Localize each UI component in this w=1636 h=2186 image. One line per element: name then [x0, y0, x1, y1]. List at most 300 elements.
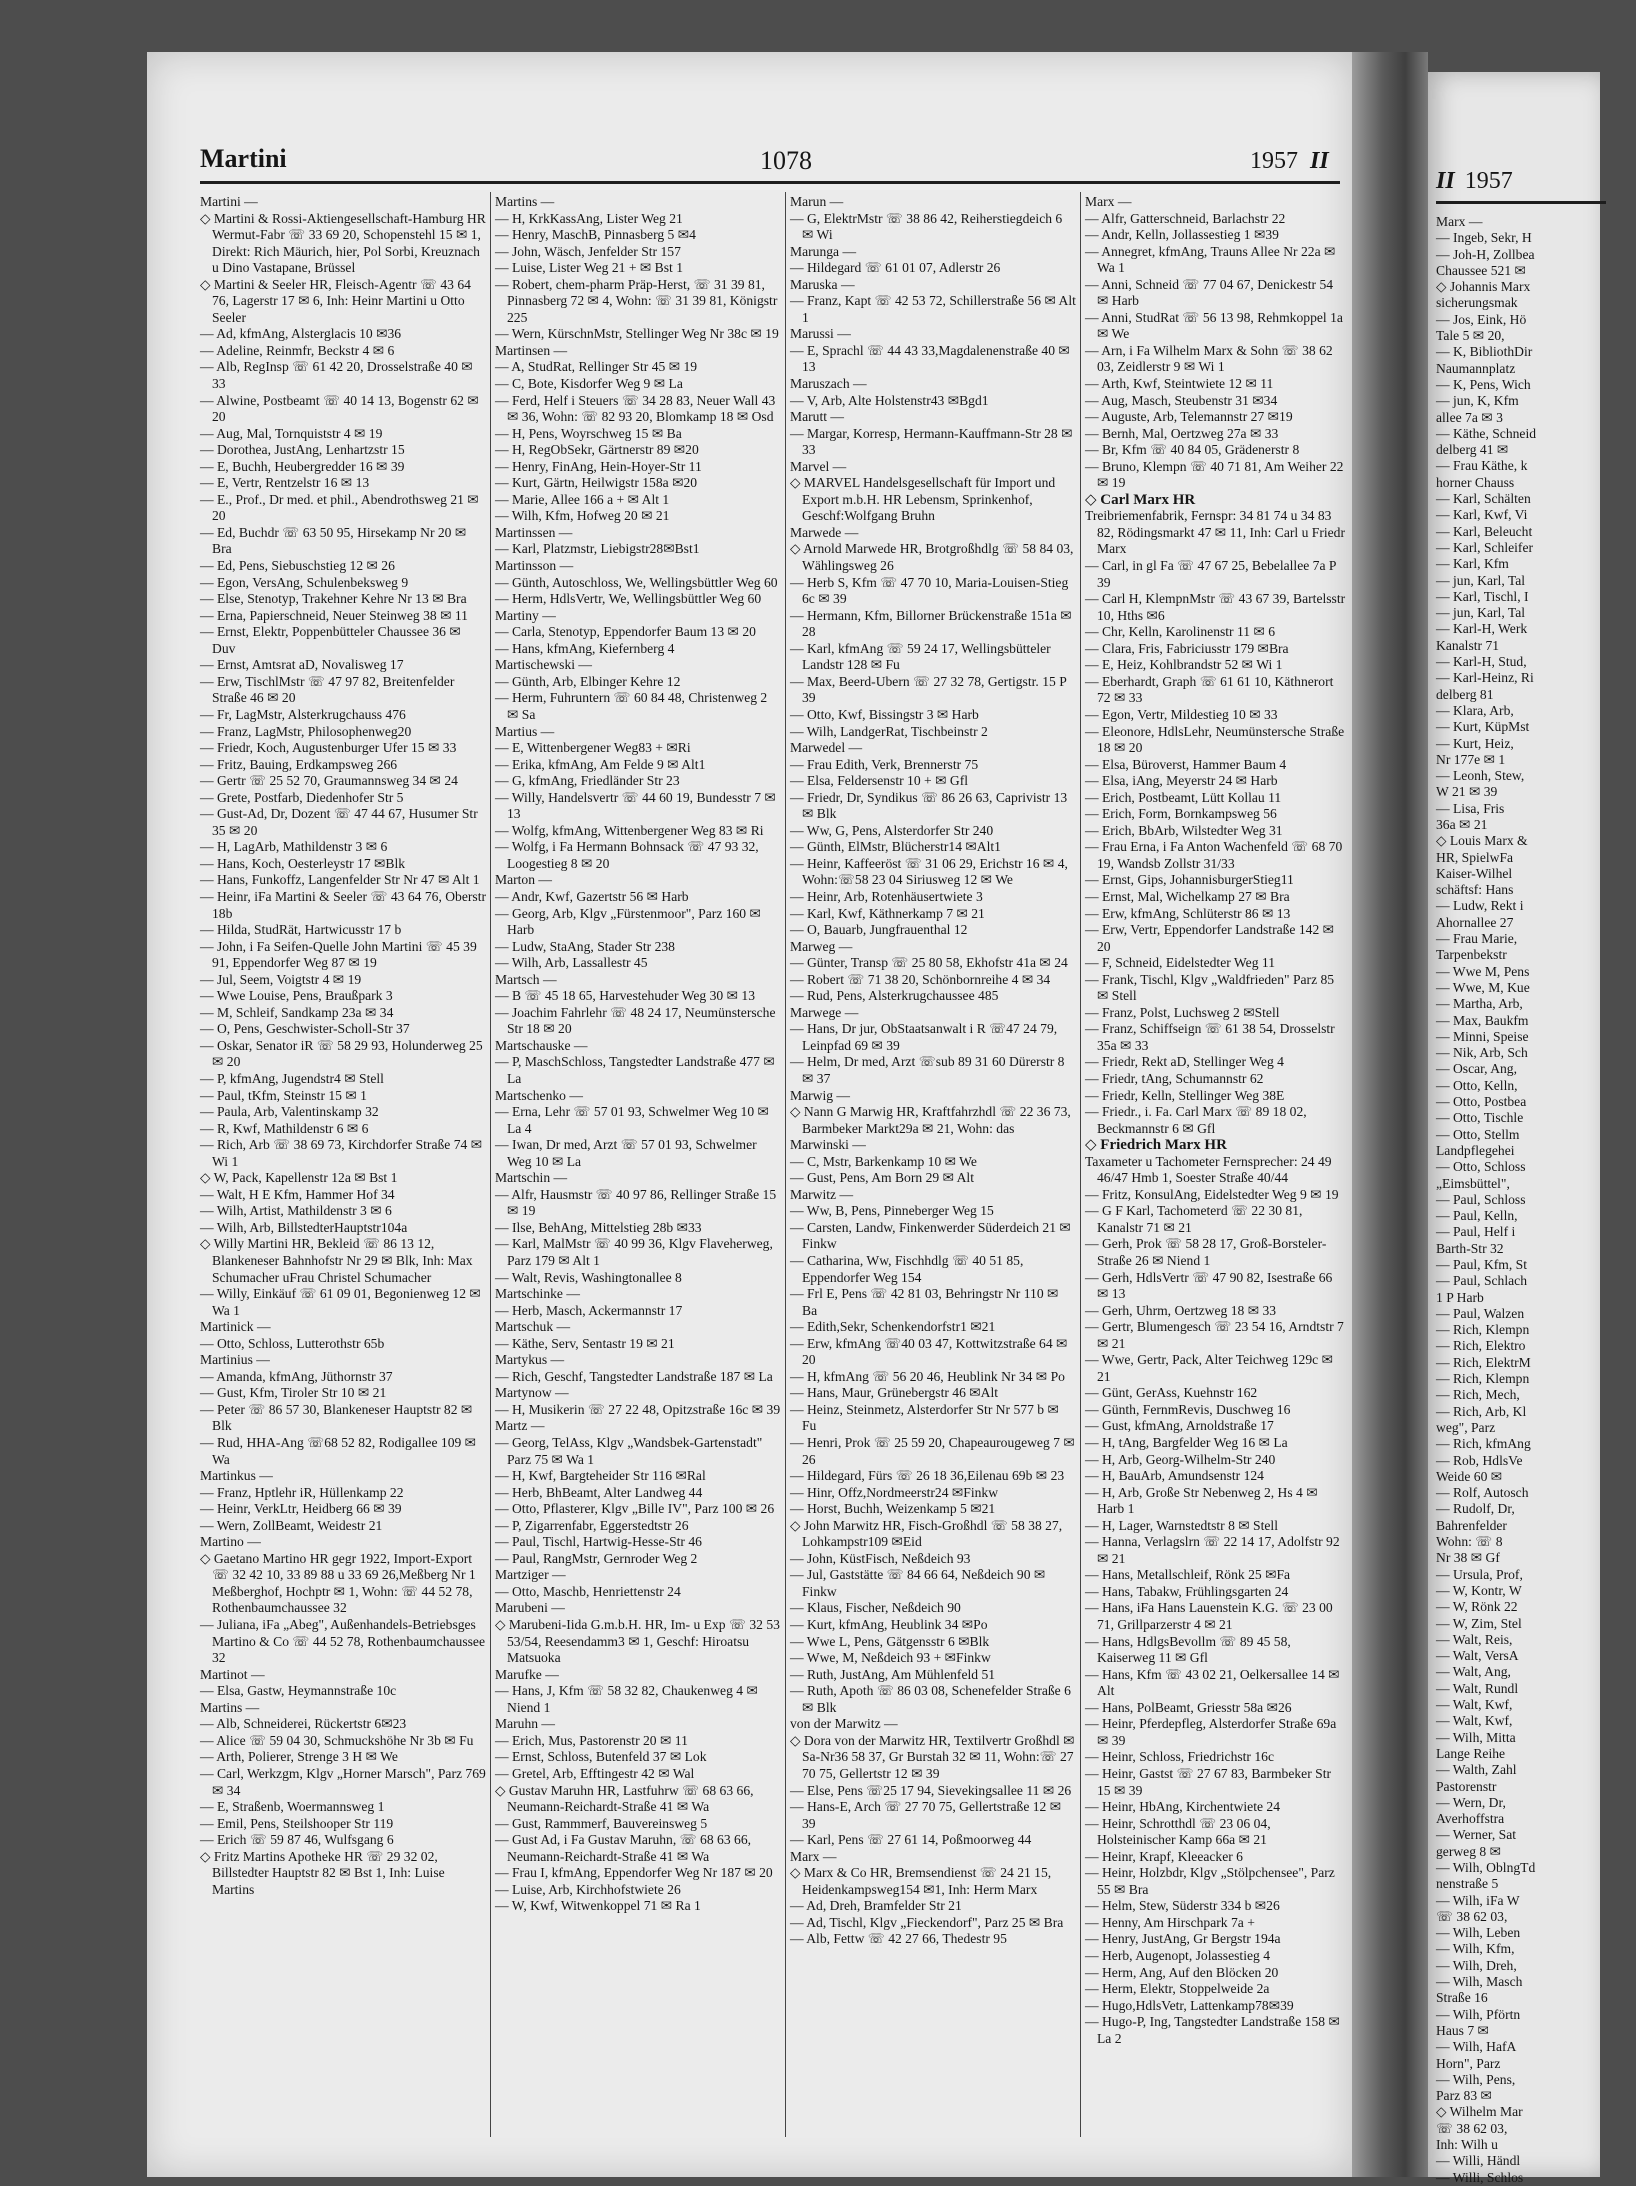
directory-entry: — Walt, Revis, Washingtonallee 8	[495, 1269, 682, 1285]
directory-entry: — Franz, LagMstr, Philosophenweg20	[200, 723, 412, 739]
facing-entry-line: — Frau Käthe, k	[1436, 458, 1528, 474]
directory-entry: — Ruth, JustAng, Am Mühlenfeld 51	[790, 1666, 996, 1682]
surname-heading: Marun —	[790, 194, 844, 209]
directory-entry: ◇ John Marwitz HR, Fisch-Großhdl ☏ 58 38 27, Lohkampstr109 ✉Eid	[790, 1517, 1063, 1550]
directory-entry: — H, BauArb, Amundsenstr 124	[1085, 1468, 1264, 1484]
directory-entry: — Otto, Maschb, Henriettenstr 24	[495, 1583, 681, 1599]
facing-entry-line: sicherungsmak	[1436, 295, 1518, 311]
surname-heading: Martziger —	[495, 1567, 566, 1583]
directory-entry: — Andr, Kwf, Gazertstr 56 ✉ Harb	[495, 888, 689, 904]
surname-heading: Martinssen —	[495, 524, 573, 540]
directory-entry: — Ad, kfmAng, Alsterglacis 10 ✉36	[200, 326, 402, 342]
directory-entry: — Max, Beerd-Ubern ☏ 27 32 78, Gertigstr. 15 P 39	[790, 673, 1067, 706]
directory-entry: — Heinz, Steinmetz, Alsterdorfer Str Nr 577 b ✉ Fu	[790, 1401, 1059, 1434]
directory-entry: — E, Vertr, Rentzelstr 16 ✉ 13	[200, 475, 370, 491]
directory-entry: — Aug, Masch, Steubenstr 31 ✉34	[1085, 392, 1278, 408]
facing-entry-line: „Eimsbüttel",	[1436, 1175, 1510, 1191]
directory-entry: — Gertr, Blumengesch ☏ 23 54 16, Arndtstr 7 ✉ 21	[1085, 1319, 1344, 1351]
volume: II	[1310, 148, 1329, 174]
directory-entry: — Hans, Metallschleif, Rönk 25 ✉Fa	[1085, 1567, 1291, 1583]
directory-entry: Taxameter u Tachometer Fernsprecher: 24 49 46/47 Hmb 1, Soester Straße 40/44	[1085, 1153, 1332, 1186]
directory-entry: — Hans, J, Kfm ☏ 58 32 82, Chaukenweg 4 ✉ Niend 1	[495, 1683, 758, 1715]
directory-entry: — Andr, Kelln, Jollassestieg 1 ✉39	[1085, 227, 1279, 243]
directory-entry: — Anni, StudRat ☏ 56 13 98, Rehmkoppel 1a ✉ We	[1085, 309, 1343, 342]
directory-entry: — Herm, Elektr, Stoppelweide 2a	[1085, 1981, 1270, 1997]
facing-entry-line: — Paul, Helf i	[1436, 1224, 1516, 1240]
directory-entry: — Wolfg, i Fa Hermann Bohnsack ☏ 47 93 32, Loogestieg 8 ✉ 20	[495, 839, 759, 871]
facing-entry-line: — Wilh, OblngTd	[1436, 1859, 1536, 1875]
facing-entry-line: — Lisa, Fris	[1436, 800, 1505, 816]
directory-entry: — Hanna, Verlagslrn ☏ 22 14 17, Adolfstr 92 ✉ 21	[1085, 1534, 1340, 1566]
directory-entry: — Jul, Gaststätte ☏ 84 66 64, Neßdeich 90 ✉ Finkw	[790, 1567, 1046, 1599]
directory-entry: — Franz, Polst, Luchsweg 2 ✉Stell	[1085, 1004, 1280, 1020]
directory-entry: — Wwe, M, Neßdeich 93 + ✉Finkw	[790, 1650, 991, 1666]
facing-entry-line: — W, Rönk 22	[1436, 1599, 1518, 1615]
surname-heading: Martschin —	[495, 1170, 568, 1186]
directory-entry: — Franz, Schiffseign ☏ 61 38 54, Drosselstr 35a ✉ 33	[1085, 1021, 1335, 1053]
facing-entry-line: ☏ 38 62 03,	[1436, 1908, 1508, 1924]
directory-entry: — Gust, Kfm, Tiroler Str 10 ✉ 21	[200, 1385, 387, 1401]
facing-entry-line: — Walth, Zahl	[1436, 1762, 1517, 1778]
directory-entry: — Wwe Louise, Pens, Braußpark 3	[200, 988, 393, 1004]
directory-entry: ◇ Friedrich Marx HR	[1085, 1137, 1227, 1154]
facing-entry-line: ☏ 38 62 03,	[1436, 2120, 1508, 2136]
directory-entry: — Herb, Masch, Ackermannstr 17	[495, 1302, 683, 1318]
facing-entry-line: — Wilh, Dreh,	[1436, 1957, 1517, 1973]
directory-entry: — Juliana, iFa „Abeg", Außenhandels-Betriebsges Martino & Co ☏ 44 52 78, Rothenbaumchaussee 32	[200, 1617, 485, 1666]
directory-entry: — Dorothea, JustAng, Lenhartzstr 15	[200, 442, 405, 458]
directory-entry: — Friedr, Koch, Augustenburger Ufer 15 ✉ 33	[200, 740, 457, 756]
directory-entry: — P, Zigarrenfabr, Eggerstedtstr 26	[495, 1517, 689, 1533]
directory-entry: — Heinr, Krapf, Kleeacker 6	[1085, 1848, 1243, 1864]
facing-entry-line: — Paul, Walzen	[1436, 1305, 1525, 1321]
directory-entry: — Willy, Einkäuf ☏ 61 09 01, Begonienweg 12 ✉ Wa 1	[200, 1286, 481, 1318]
facing-entry-line: Nr 38 ✉ Gf	[1436, 1550, 1500, 1566]
directory-entry: — Jul, Seem, Voigtstr 4 ✉ 19	[200, 971, 362, 987]
directory-entry: — Chr, Kelln, Karolinenstr 11 ✉ 6	[1085, 624, 1276, 640]
directory-entry: — Erika, kfmAng, Am Felde 9 ✉ Alt1	[495, 756, 706, 772]
facing-entry-line: — Martha, Arb,	[1436, 996, 1523, 1012]
facing-entry-line: Straße 16	[1436, 1990, 1488, 2006]
directory-entry: — Egon, Vertr, Mildestieg 10 ✉ 33	[1085, 706, 1278, 722]
facing-entry-line: nenstraße 5	[1436, 1876, 1499, 1892]
surname-heading: Maruska —	[790, 276, 855, 292]
directory-entry: — G, ElektrMstr ☏ 38 86 42, Reiherstiegdeich 6 ✉ Wi	[790, 210, 1063, 243]
directory-entry: — Alwine, Postbeamt ☏ 40 14 13, Bogenstr 62 ✉ 20	[200, 392, 479, 425]
surname-heading: Marwege —	[790, 1004, 859, 1020]
directory-entry: — Carl, Werkzgm, Klgv „Horner Marsch", Parz 769 ✉ 34	[200, 1765, 486, 1798]
facing-entry-line: Parz 83 ✉	[1436, 2088, 1492, 2104]
column-rule	[785, 192, 786, 2137]
directory-entry: — Wilh, Arb, Lassallestr 45	[495, 955, 648, 971]
directory-entry: — Elsa, Büroverst, Hammer Baum 4	[1085, 756, 1287, 772]
directory-entry: — R, Kwf, Mathildenstr 6 ✉ 6	[200, 1120, 369, 1136]
directory-entry: — Wilh, Artist, Mathildenstr 3 ✉ 6	[200, 1203, 392, 1219]
surname-heading: Marufke —	[495, 1666, 559, 1682]
directory-entry: — Bruno, Klempn ☏ 40 71 81, Am Weiher 22 ✉ 19	[1085, 458, 1344, 491]
facing-entry-line: — Wilh, iFa W	[1436, 1892, 1520, 1908]
facing-entry-line: — Karl-H, Stud,	[1436, 654, 1527, 670]
column-3	[790, 194, 1076, 2134]
surname-heading: Martsch —	[495, 971, 557, 987]
surname-heading: Martinot —	[200, 1666, 265, 1682]
facing-entry-line: Landpflegehei	[1436, 1142, 1515, 1158]
directory-entry: — Anni, Schneid ☏ 77 04 67, Denickestr 54 ✉ Harb	[1085, 276, 1334, 309]
surname-heading: Marwig —	[790, 1087, 851, 1103]
facing-entry-line: — Minni, Speise	[1436, 1028, 1529, 1044]
directory-entry: — Herb S, Kfm ☏ 47 70 10, Maria-Louisen-Stieg 6c ✉ 39	[790, 574, 1069, 607]
directory-entry: — Paul, RangMstr, Gernroder Weg 2	[495, 1550, 698, 1566]
directory-entry: — Henry, JustAng, Gr Bergstr 194a	[1085, 1931, 1281, 1947]
surname-heading: Martynow —	[495, 1385, 569, 1401]
directory-entry: — Walt, H E Kfm, Hammer Hof 34	[200, 1186, 395, 1202]
directory-entry: — Herm, Ang, Auf den Blöcken 20	[1085, 1964, 1279, 1980]
surname-heading: Martinsson —	[495, 558, 574, 574]
directory-entry: — Ilse, BehAng, Mittelstieg 28b ✉33	[495, 1219, 702, 1235]
directory-entry: — Erw, kfmAng ☏40 03 47, Kottwitzstraße 64 ✉ 20	[790, 1335, 1068, 1368]
directory-entry: — Alfr, Gatterschneid, Barlachstr 22	[1085, 210, 1286, 226]
facing-entry-line: — K, Pens, Wich	[1436, 376, 1531, 392]
facing-entry-line: — Wilh, Pens,	[1436, 2071, 1516, 2087]
directory-entry: — Henry, MaschB, Pinnasberg 5 ✉4	[495, 227, 696, 243]
facing-entry-line: schäftsf: Hans	[1436, 882, 1514, 898]
directory-entry: — Günth, FernmRevis, Duschweg 16	[1085, 1401, 1291, 1417]
facing-entry-line: — Rich, Klempn	[1436, 1322, 1530, 1338]
directory-entry: — Luise, Arb, Kirchhofstwiete 26	[495, 1881, 681, 1897]
directory-entry: — Emil, Pens, Steilshooper Str 119	[200, 1815, 394, 1831]
directory-entry: — Günth, ElMstr, Blücherstr14 ✉Alt1	[790, 839, 1001, 855]
facing-entry-line: — Nik, Arb, Sch	[1436, 1045, 1528, 1061]
directory-entry: ◇ Marubeni-Iida G.m.b.H. HR, Im- u Exp ☏ 32 53 53/54, Reesendamm3 ✉ 1, Geschf: Hiroatsu Matsuoka	[495, 1617, 780, 1666]
directory-entry: — Ww, B, Pens, Pinneberger Weg 15	[790, 1203, 994, 1219]
facing-entry-line: — Kurt, Heiz,	[1436, 735, 1514, 751]
directory-entry: — Carl, in gl Fa ☏ 47 67 25, Bebelallee 7a P 39	[1085, 558, 1336, 590]
directory-entry: — Heinr, Kaffeeröst ☏ 31 06 29, Erichstr 16 ✉ 4, Wohn:☏58 23 04 Siriusweg 12 ✉ We	[790, 855, 1068, 888]
directory-entry: — Georg, Arb, Klgv „Fürstenmoor", Parz 160 ✉ Harb	[495, 905, 761, 938]
surname-heading: Martischewski —	[495, 657, 593, 673]
directory-entry: — M, Schleif, Sandkamp 23a ✉ 34	[200, 1004, 394, 1020]
facing-entry-line: — Karl, Schälten	[1436, 491, 1531, 507]
facing-entry-line: Weide 60 ✉	[1436, 1468, 1503, 1484]
surname-heading: Martins —	[495, 194, 555, 209]
page-number: 1078	[760, 146, 812, 175]
directory-entry: — Willy, Handelsvertr ☏ 44 60 19, Bundesstr 7 ✉ 13	[495, 789, 776, 822]
facing-entry-line: — Walt, Kwf,	[1436, 1713, 1513, 1729]
facing-entry-line: — Jos, Eink, Hö	[1436, 311, 1527, 327]
facing-entry-line: — Otto, Schloss	[1436, 1159, 1526, 1175]
facing-entry-line: Barth-Str 32	[1436, 1240, 1504, 1256]
directory-entry: — Hans, Maur, Grünebergstr 46 ✉Alt	[790, 1385, 999, 1401]
directory-entry: — Kurt, kfmAng, Heublink 34 ✉Po	[790, 1617, 988, 1633]
directory-entry: — H, kfmAng ☏ 56 20 46, Heublink Nr 34 ✉ Po	[790, 1368, 1065, 1384]
directory-entry: — Fritz, KonsulAng, Eidelstedter Weg 9 ✉ 19	[1085, 1186, 1339, 1202]
directory-entry: — Carsten, Landw, Finkenwerder Süderdeich 21 ✉Finkw	[790, 1219, 1071, 1252]
directory-entry: ◇ Willy Martini HR, Bekleid ☏ 86 13 12, Blankeneser Bahnhofstr Nr 29 ✉ Blk, Inh: Max Schumacher uFrau Christel Schumacher	[200, 1236, 473, 1285]
directory-entry: — Hans, Kfm ☏ 43 02 21, Oelkersallee 14 ✉ Alt	[1085, 1666, 1340, 1699]
directory-entry: — Eberhardt, Graph ☏ 61 61 10, Käthnerort 72 ✉ 33	[1085, 673, 1334, 706]
directory-entry: — Frau I, kfmAng, Eppendorfer Weg Nr 187 ✉ 20	[495, 1865, 773, 1881]
directory-entry: — Ludw, StaAng, Stader Str 238	[495, 938, 675, 954]
facing-entry-line: — K, BibliothDir	[1436, 344, 1533, 360]
facing-entry-line: — Frau Marie,	[1436, 931, 1518, 947]
directory-entry: — E, Heiz, Kohlbrandstr 52 ✉ Wi 1	[1085, 657, 1283, 673]
directory-entry: — Friedr, Dr, Syndikus ☏ 86 26 63, Caprivistr 13 ✉ Blk	[790, 789, 1068, 822]
directory-entry: ◇ Fritz Martins Apotheke HR ☏ 29 32 02, Billstedter Hauptstr 82 ✉ Bst 1, Inh: Luise Martins	[200, 1848, 445, 1897]
surname-heading: Marweg —	[790, 938, 853, 954]
surname-heading: Marunga —	[790, 243, 857, 259]
directory-entry: — Helm, Stew, Süderstr 334 b ✉26	[1085, 1898, 1280, 1914]
directory-entry: — Gertr ☏ 25 52 70, Graumannsweg 34 ✉ 24	[200, 773, 458, 789]
directory-entry: — E, Straßenb, Woermannsweg 1	[200, 1799, 385, 1815]
directory-entry: — Frau Edith, Verk, Brennerstr 75	[790, 756, 979, 772]
facing-entry-line: — Wern, Dr,	[1436, 1794, 1506, 1810]
facing-entry-line: — Wilh, Mitta	[1436, 1729, 1516, 1745]
directory-entry: — Erich ☏ 59 87 46, Wulfsgang 6	[200, 1832, 394, 1848]
directory-entry: — H, Arb, Große Str Nebenweg 2, Hs 4 ✉ Harb 1	[1085, 1484, 1318, 1517]
facing-entry-line: — Rudolf, Dr,	[1436, 1501, 1515, 1517]
directory-entry: — Hans-E, Arch ☏ 27 70 75, Gellertstraße 12 ✉ 39	[790, 1799, 1062, 1831]
directory-entry: — Heinr, Schloss, Friedrichstr 16c	[1085, 1749, 1274, 1765]
directory-entry: — Annegret, kfmAng, Trauns Allee Nr 22a ✉ Wa 1	[1085, 243, 1336, 276]
directory-entry: — Carl H, KlempnMstr ☏ 43 67 39, Bartelsstr 10, Hths ✉6	[1085, 591, 1346, 623]
directory-entry: — Wilh, LandgerRat, Tischbeinstr 2	[790, 723, 988, 739]
facing-entry-line: — W, Kontr, W	[1436, 1582, 1522, 1598]
directory-entry: — Erna, Lehr ☏ 57 01 93, Schwelmer Weg 10 ✉ La 4	[495, 1104, 769, 1136]
directory-entry: — Herb, Augenopt, Jolassestieg 4	[1085, 1947, 1271, 1963]
directory-entry: — Friedr, tAng, Schumannstr 62	[1085, 1070, 1264, 1086]
directory-entry: — Wwe L, Pens, Gätgensstr 6 ✉Blk	[790, 1633, 990, 1649]
directory-entry: — Erw, Vertr, Eppendorfer Landstraße 142 ✉ 20	[1085, 922, 1335, 954]
directory-entry: — Alb, Schneiderei, Rückertstr 6✉23	[200, 1716, 407, 1732]
directory-entry: — Ernst, Elektr, Poppenbütteler Chaussee 36 ✉ Duv	[200, 624, 461, 656]
running-head-surname: Martini	[200, 144, 287, 173]
facing-entry-line: Marx —	[1436, 214, 1483, 229]
directory-entry: — Rud, HHA-Ang ☏68 52 82, Rodigallee 109 ✉ Wa	[200, 1435, 477, 1467]
directory-entry: — Gerh, HdlsVertr ☏ 47 90 82, Isestraße 66 ✉ 13	[1085, 1269, 1333, 1302]
directory-entry: — Peter ☏ 86 57 30, Blankeneser Hauptstr 82 ✉ Blk	[200, 1401, 473, 1434]
directory-entry: — E, Buchh, Heubergredder 16 ✉ 39	[200, 458, 405, 474]
directory-entry: ◇ W, Pack, Kapellenstr 12a ✉ Bst 1	[200, 1170, 398, 1186]
facing-entry-line: — Ursula, Prof,	[1436, 1566, 1523, 1582]
facing-entry-line: — Werner, Sat	[1436, 1827, 1517, 1843]
directory-entry: — H, Kwf, Bargteheider Str 116 ✉Ral	[495, 1468, 706, 1484]
directory-entry: — Hans, iFa Hans Lauenstein K.G. ☏ 23 00 71, Grillparzerstr 4 ✉ 21	[1085, 1600, 1333, 1633]
directory-entry: — O, Bauarb, Jungfrauenthal 12	[790, 922, 968, 938]
facing-entry-line: — Rolf, Autosch	[1436, 1485, 1529, 1501]
directory-entry: — Herm, HdlsVertr, We, Wellingsbüttler Weg 60	[495, 591, 762, 607]
surname-heading: Martz —	[495, 1418, 545, 1434]
facing-entry-line: — W, Zim, Stel	[1436, 1615, 1522, 1631]
directory-entry: — Ad, Tischl, Klgv „Fieckendorf", Parz 25 ✉ Bra	[790, 1914, 1064, 1930]
facing-entry-line: — Rob, HdlsVe	[1436, 1452, 1523, 1468]
facing-entry-line: — Karl-H, Werk	[1436, 621, 1528, 637]
directory-entry: — Auguste, Arb, Telemannstr 27 ✉19	[1085, 409, 1293, 425]
facing-entry-line: weg", Parz	[1436, 1419, 1496, 1435]
directory-entry: — H, RegObSekr, Gärtnerstr 89 ✉20	[495, 442, 699, 458]
facing-entry-line: Averhoffstra	[1436, 1811, 1505, 1827]
directory-entry: — Ed, Buchdr ☏ 63 50 95, Hirsekamp Nr 20 ✉ Bra	[200, 524, 467, 557]
column-1	[200, 194, 486, 2134]
directory-entry: — Wwe, Gertr, Pack, Alter Teichweg 129c ✉ 21	[1085, 1352, 1333, 1384]
facing-page-header	[1436, 168, 1513, 195]
directory-entry: — Heinr, HbAng, Kirchentwiete 24	[1085, 1799, 1281, 1815]
facing-entry-line: — Rich, ElektrM	[1436, 1354, 1531, 1370]
facing-entry-line: — Rich, kfmAng	[1436, 1436, 1531, 1452]
facing-entry-line: — Walt, Rundl	[1436, 1680, 1519, 1696]
directory-entry: — Fr, LagMstr, Alsterkrugchauss 476	[200, 706, 406, 722]
directory-entry: — Frank, Tischl, Klgv „Waldfrieden" Parz 85 ✉ Stell	[1085, 971, 1335, 1004]
facing-entry-line: — jun, Karl, Tal	[1436, 605, 1526, 621]
directory-entry: — Heinr, VerkLtr, Heidberg 66 ✉ 39	[200, 1501, 402, 1517]
facing-volume: II	[1436, 168, 1455, 194]
directory-entry: — Henri, Prok ☏ 25 59 20, Chapeaurougeweg 7 ✉ 26	[790, 1435, 1075, 1467]
directory-entry: ◇ MARVEL Handelsgesellschaft für Import und Export m.b.H. HR Lebensm, Sprinkenhof, Geschf:Wolfgang Bruhn	[790, 475, 1056, 524]
directory-entry: Martini —	[200, 194, 258, 209]
directory-entry: — Paula, Arb, Valentinskamp 32	[200, 1104, 379, 1120]
directory-entry: — Klaus, Fischer, Neßdeich 90	[790, 1600, 961, 1616]
directory-entry: — Wilh, Arb, BillstedterHauptstr104a	[200, 1219, 408, 1235]
directory-entry: — Eleonore, HdlsLehr, Neumünstersche Straße 18 ✉ 20	[1085, 723, 1345, 756]
directory-entry: — C, Bote, Kisdorfer Weg 9 ✉ La	[495, 376, 683, 392]
surname-heading: von der Marwitz —	[790, 1716, 898, 1732]
directory-entry: — Alb, Fettw ☏ 42 27 66, Thedestr 95	[790, 1931, 1007, 1947]
facing-entry-line: — Paul, Kelln,	[1436, 1208, 1518, 1224]
directory-entry: — Gerh, Uhrm, Oertzweg 18 ✉ 33	[1085, 1302, 1277, 1318]
facing-entry-line: delberg 81	[1436, 686, 1494, 702]
directory-entry: — Ernst, Amtsrat aD, Novalisweg 17	[200, 657, 404, 673]
directory-entry: — Frau Erna, i Fa Anton Wachenfeld ☏ 68 70 19, Wandsb Zollstr 31/33	[1085, 839, 1343, 871]
directory-entry: — Heinr, Gastst ☏ 27 67 83, Barmbeker Str 15 ✉ 39	[1085, 1765, 1332, 1798]
directory-entry: — Oskar, Senator iR ☏ 58 29 93, Holunderweg 25 ✉ 20	[200, 1037, 483, 1070]
column-rule	[1080, 192, 1081, 2137]
directory-entry: — Heinr, Pferdepfleg, Alsterdorfer Straße 69a ✉ 39	[1085, 1716, 1337, 1748]
facing-entry-line: — Ludw, Rekt i	[1436, 898, 1524, 914]
facing-entry-line: 36a ✉ 21	[1436, 816, 1488, 832]
directory-entry: — Ww, G, Pens, Alsterdorfer Str 240	[790, 822, 994, 838]
directory-entry: ◇ Gustav Maruhn HR, Lastfuhrw ☏ 68 63 66, Neumann-Reichardt-Straße 41 ✉ Wa	[495, 1782, 754, 1815]
directory-entry: — B ☏ 45 18 65, Harvestehuder Weg 30 ✉ 13	[495, 988, 755, 1004]
facing-entry-line: Nr 177e ✉ 1	[1436, 751, 1506, 767]
directory-entry: — Arth, Polierer, Strenge 3 H ✉ We	[200, 1749, 398, 1765]
directory-entry: — Otto, Kwf, Bissingstr 3 ✉ Harb	[790, 706, 979, 722]
directory-entry: — Karl, Kwf, Käthnerkamp 7 ✉ 21	[790, 905, 985, 921]
directory-entry: — Clara, Fris, Fabriciusstr 179 ✉Bra	[1085, 640, 1289, 656]
surname-heading: Marwitz —	[790, 1186, 854, 1202]
directory-entry: — Gust, Rammmerf, Bauvereinsweg 5	[495, 1815, 708, 1831]
directory-entry: — V, Arb, Alte Holstenstr43 ✉Bgd1	[790, 392, 989, 408]
facing-entry-line: 1 P Harb	[1436, 1289, 1484, 1305]
directory-entry: — Hans, HdlgsBevollm ☏ 89 45 58, Kaiserweg 11 ✉ Gfl	[1085, 1633, 1291, 1666]
column-4	[1085, 194, 1347, 2134]
facing-entry-line: — Wilh, HafA	[1436, 2039, 1517, 2055]
column-2	[495, 194, 781, 2134]
facing-entry-line: Lange Reihe	[1436, 1745, 1506, 1761]
directory-entry: — Heinr, Holzbdr, Klgv „Stölpchensee", Parz 55 ✉ Bra	[1085, 1865, 1335, 1897]
directory-entry: — Franz, Kapt ☏ 42 53 72, Schillerstraße 56 ✉ Alt 1	[790, 293, 1076, 325]
facing-entry-line: — Paul, Kfm, St	[1436, 1257, 1528, 1272]
directory-entry: — Ernst, Mal, Wichelkamp 27 ✉ Bra	[1085, 888, 1290, 904]
directory-entry: — Wern, ZollBeamt, Weidestr 21	[200, 1517, 383, 1533]
surname-heading: Martinick —	[200, 1319, 271, 1335]
directory-entry: — Edith,Sekr, Schenkendorfstr1 ✉21	[790, 1319, 996, 1335]
facing-entry-line: — Willi, Schlos	[1436, 2169, 1524, 2185]
directory-entry: — Hugo,HdlsVetr, Lattenkamp78✉39	[1085, 1997, 1294, 2013]
facing-entry-line: — Rich, Elektro	[1436, 1338, 1526, 1354]
surname-heading: Marvel —	[790, 458, 847, 474]
directory-entry: — E, Sprachl ☏ 44 43 33,Magdalenenstraße 40 ✉ 13	[790, 342, 1070, 375]
facing-entry-line: ◇ Johannis Marx	[1436, 279, 1531, 295]
directory-entry: — Wilh, Kfm, Hofweg 20 ✉ 21	[495, 508, 670, 524]
directory-entry: — Fritz, Bauing, Erdkampsweg 266	[200, 756, 398, 772]
facing-entry-line: — Leonh, Stew,	[1436, 768, 1525, 784]
facing-entry-line: Chaussee 521 ✉	[1436, 262, 1526, 278]
facing-entry-line: Bahrenfelder	[1436, 1517, 1507, 1533]
facing-entry-line: — Wilh, Masch	[1436, 1974, 1523, 1990]
facing-entry-line: — Otto, Stellm	[1436, 1126, 1520, 1142]
directory-entry: — Gust Ad, i Fa Gustav Maruhn, ☏ 68 63 66, Neumann-Reichardt-Straße 41 ✉ Wa	[495, 1832, 752, 1864]
directory-entry: — Heinr, Schrotthdl ☏ 23 06 04, Holsteinischer Kamp 66a ✉ 21	[1085, 1815, 1271, 1848]
directory-entry: — Alice ☏ 59 04 30, Schmuckshöhe Nr 3b ✉ Fu	[200, 1732, 474, 1748]
directory-entry: — Erich, BbArb, Wilstedter Weg 31	[1085, 822, 1283, 838]
directory-page	[147, 52, 1352, 2177]
directory-entry: — H, Musikerin ☏ 27 22 48, Opitzstraße 16c ✉ 39	[495, 1401, 781, 1417]
facing-entry-line: — Walt, Kwf,	[1436, 1697, 1513, 1713]
directory-entry: — Ernst, Schloss, Butenfeld 37 ✉ Lok	[495, 1749, 707, 1765]
directory-entry: — Else, Stenotyp, Trakehner Kehre Nr 13 ✉ Bra	[200, 591, 467, 607]
facing-entry-line: — Wwe, M, Kue	[1436, 979, 1530, 995]
facing-entry-line: — Oscar, Ang,	[1436, 1061, 1518, 1077]
directory-entry: — Marie, Allee 166 a + ✉ Alt 1	[495, 491, 670, 507]
facing-entry-line: — Paul, Schloss	[1436, 1191, 1526, 1207]
facing-entry-line: ◇ Wilhelm Mar	[1436, 2104, 1523, 2120]
facing-entry-line: — Karl, Beleucht	[1436, 523, 1533, 539]
directory-entry: — Frl E, Pens ☏ 42 81 03, Behringstr Nr 110 ✉ Ba	[790, 1286, 1059, 1318]
directory-entry: — Gust-Ad, Dr, Dozent ☏ 47 44 67, Husumer Str 35 ✉ 20	[200, 806, 478, 838]
directory-entry: — Ernst, Gips, JohannisburgerStieg11	[1085, 872, 1294, 888]
directory-entry: — Amanda, kfmAng, Jüthornstr 37	[200, 1368, 393, 1384]
directory-entry: — Catharina, Ww, Fischhdlg ☏ 40 51 85, Eppendorfer Weg 154	[790, 1253, 1024, 1285]
directory-entry: — E., Prof., Dr med. et phil., Abendrothsweg 21 ✉ 20	[200, 491, 479, 524]
facing-entry-line: Haus 7 ✉	[1436, 2022, 1489, 2038]
directory-entry: — Rich, Geschf, Tangstedter Landstraße 187 ✉ La	[495, 1368, 773, 1384]
facing-entry-line: Inh: Wilh u	[1436, 2137, 1498, 2153]
directory-entry: — Hans, Funkoffz, Langenfelder Str Nr 47 ✉ Alt 1	[200, 872, 480, 888]
directory-entry: — Gerh, Prok ☏ 58 28 17, Groß-Borsteler-Straße 26 ✉ Niend 1	[1085, 1236, 1327, 1268]
facing-entry-line: — Klara, Arb,	[1436, 702, 1514, 718]
directory-entry: — Hans, Koch, Oesterleystr 17 ✉Blk	[200, 855, 406, 871]
directory-entry: — Rich, Arb ☏ 38 69 73, Kirchdorfer Straße 74 ✉ Wi 1	[200, 1137, 483, 1169]
directory-entry: — Hans, Tabakw, Frühlingsgarten 24	[1085, 1583, 1289, 1599]
directory-entry: — Hildegard, Fürs ☏ 26 18 36,Eilenau 69b ✉ 23	[790, 1468, 1065, 1484]
facing-entry-line: — Rich, Klempn	[1436, 1371, 1530, 1387]
directory-entry: — Elsa, Gastw, Heymannstraße 10c	[200, 1683, 397, 1699]
directory-entry: — H, LagArb, Mathildenstr 3 ✉ 6	[200, 839, 388, 855]
directory-entry: — Gust, Pens, Am Born 29 ✉ Alt	[790, 1170, 974, 1186]
directory-entry: — Herb, BhBeamt, Alter Landweg 44	[495, 1484, 703, 1500]
facing-entry-line: — Willi, Händl	[1436, 2153, 1521, 2169]
directory-entry: — Bernh, Mal, Oertzweg 27a ✉ 33	[1085, 425, 1279, 441]
facing-entry-line: allee 7a ✉ 3	[1436, 409, 1503, 425]
facing-entry-line: Tale 5 ✉ 20,	[1436, 328, 1505, 344]
facing-entry-line: delberg 41 ✉	[1436, 442, 1509, 458]
facing-entry-line: — Wwe M, Pens	[1436, 963, 1530, 979]
directory-entry: — Joachim Fahrlehr ☏ 48 24 17, Neumünstersche Str 18 ✉ 20	[495, 1004, 776, 1037]
surname-heading: Martinsen —	[495, 342, 568, 358]
surname-heading: Martinius —	[200, 1352, 270, 1368]
surname-heading: Marwede —	[790, 524, 859, 540]
facing-entry-line: — Otto, Kelln,	[1436, 1077, 1518, 1093]
directory-entry: — H, Lager, Warnstedtstr 8 ✉ Stell	[1085, 1517, 1278, 1533]
